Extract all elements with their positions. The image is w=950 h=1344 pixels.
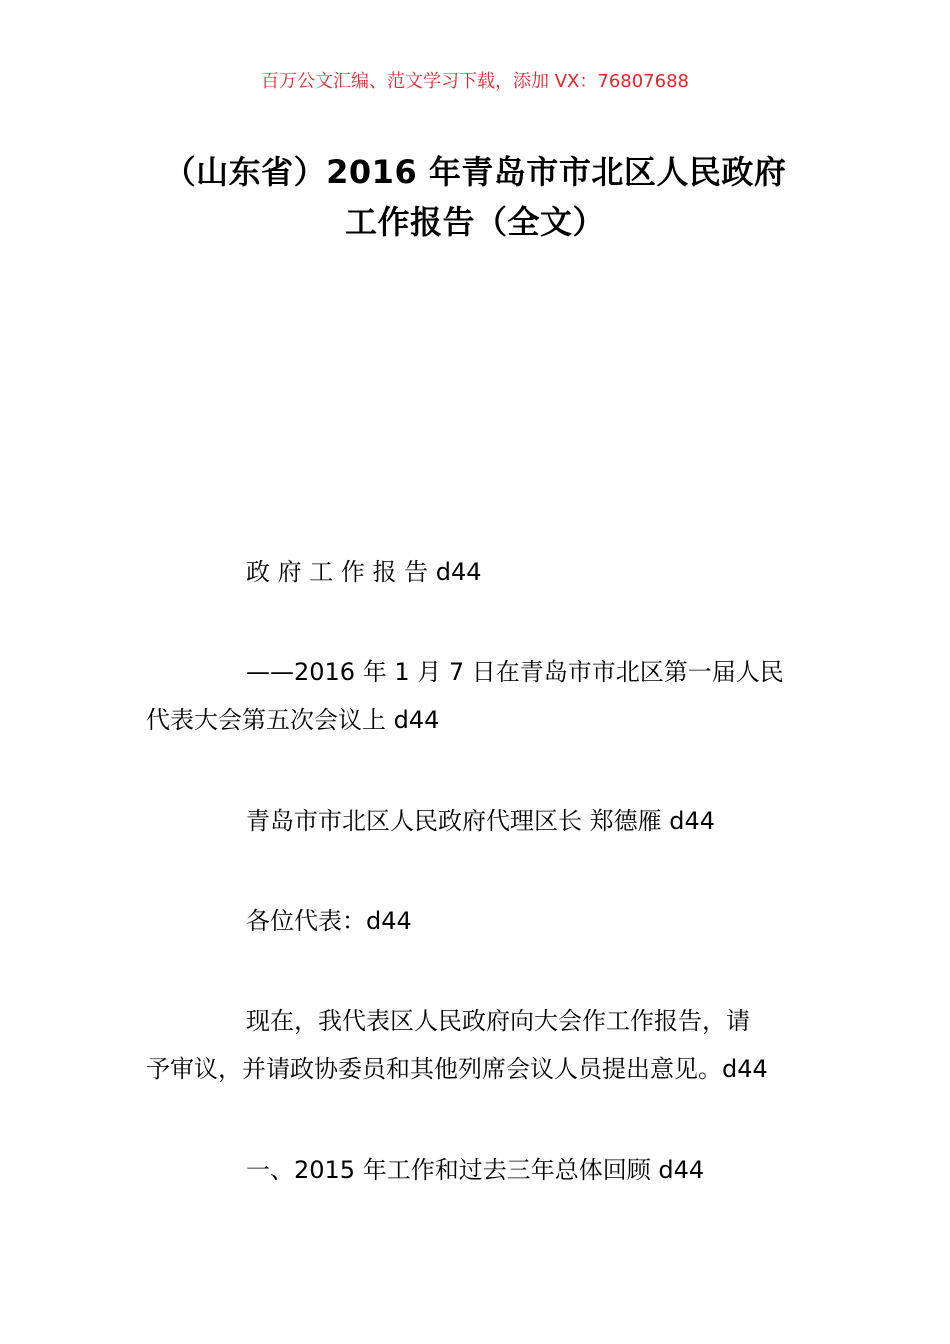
- date-line-2: 代表大会第五次会议上 d44: [146, 706, 440, 734]
- header-note: 百万公文汇编、范文学习下载，添加 VX：76807688: [261, 71, 689, 92]
- report-heading: 政 府 工 作 报 告 d44: [246, 558, 482, 586]
- date-line-1: ——2016 年 1 月 7 日在青岛市市北区第一届人民: [246, 658, 784, 686]
- intro-line-1: 现在，我代表区人民政府向大会作工作报告，请: [246, 1007, 750, 1035]
- intro-line-2: 予审议，并请政协委员和其他列席会议人员提出意见。d44: [146, 1055, 768, 1083]
- salutation: 各位代表：d44: [246, 907, 412, 935]
- title-line-1: （山东省）2016 年青岛市市北区人民政府: [163, 153, 787, 191]
- date-paragraph: [146, 648, 810, 744]
- speaker-line: 青岛市市北区人民政府代理区长 郑德雁 d44: [246, 807, 716, 835]
- intro-paragraph: [146, 997, 810, 1093]
- section-heading: 一、2015 年工作和过去三年总体回顾 d44: [246, 1156, 705, 1184]
- title-line-2: 工作报告（全文）: [344, 203, 605, 241]
- document-title: [120, 147, 830, 247]
